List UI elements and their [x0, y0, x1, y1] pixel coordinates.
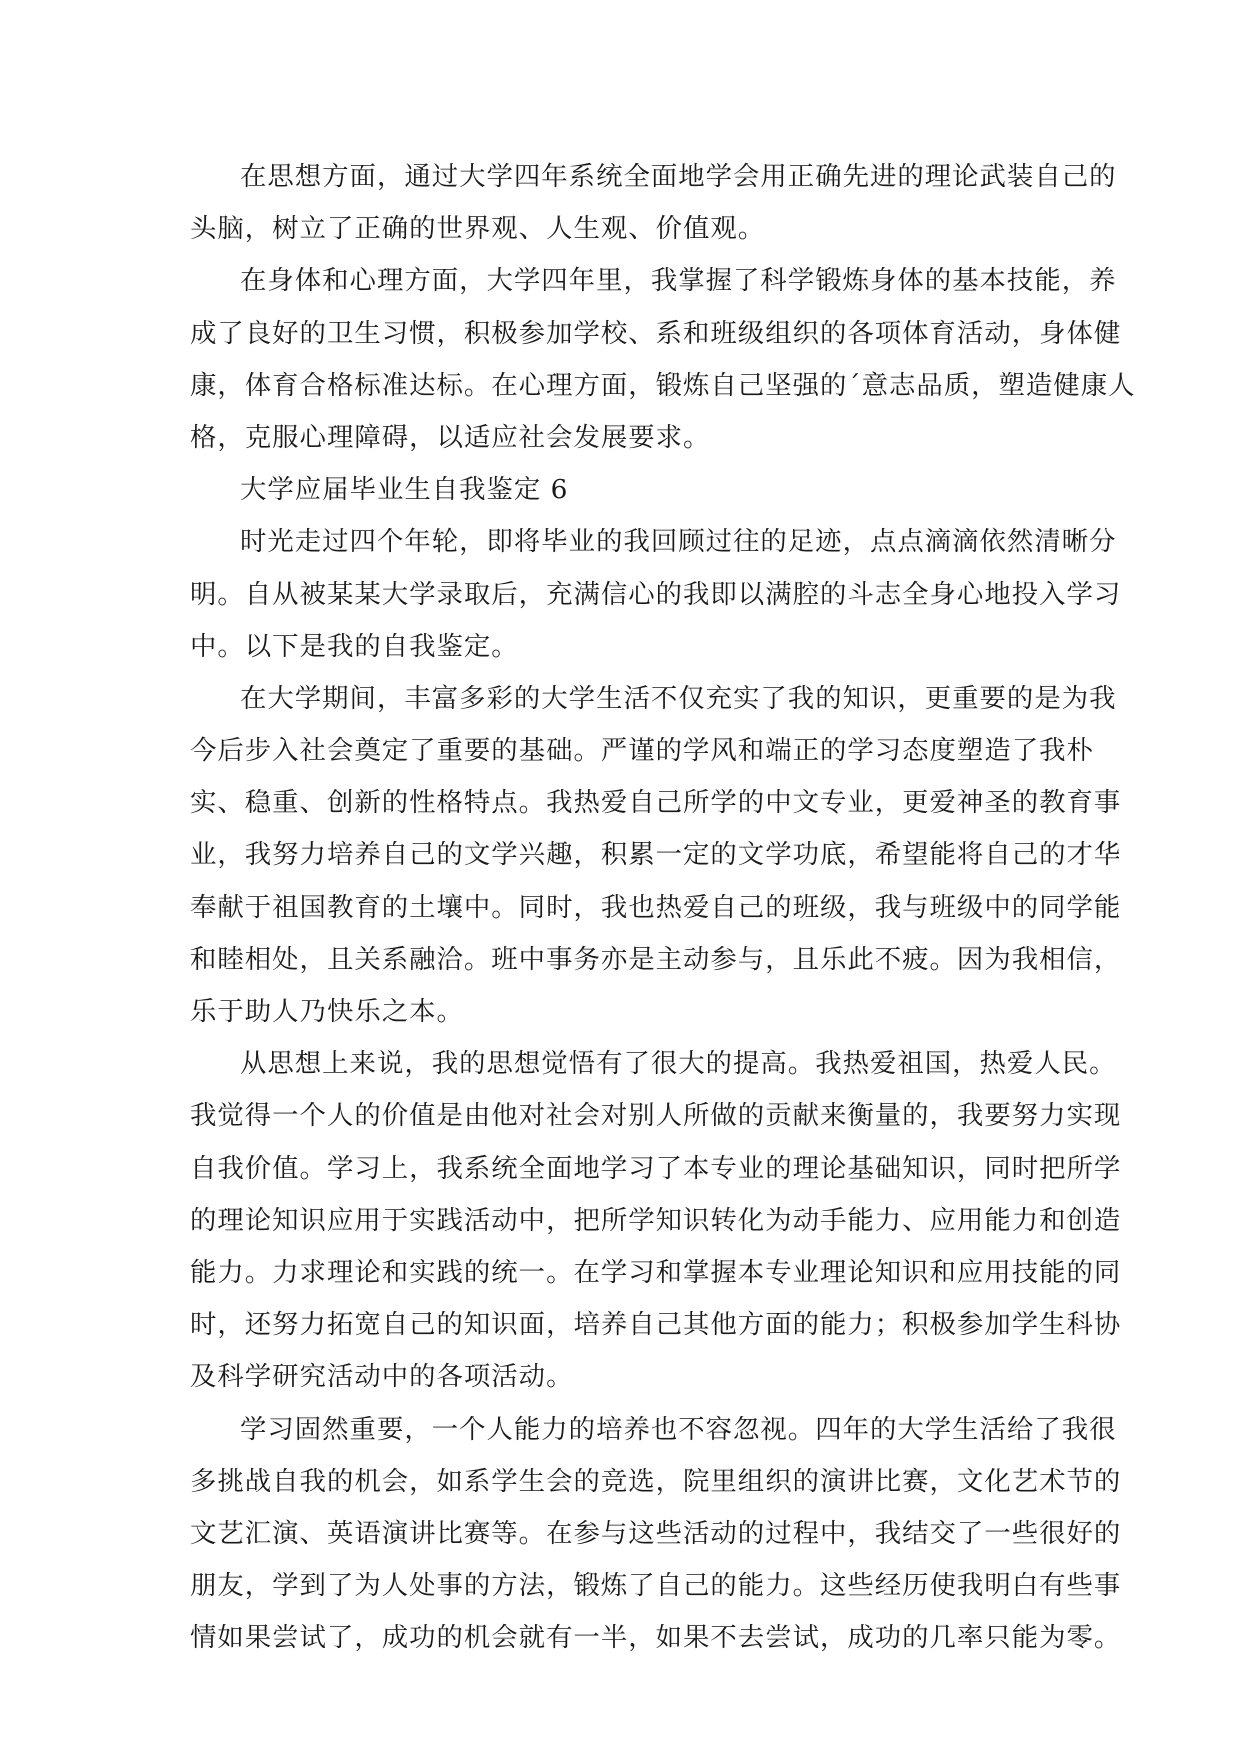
- paragraph-line: 乐于助人乃快乐之本。: [190, 996, 464, 1027]
- paragraph-line: 能力。力求理论和实践的统一。在学习和掌握本专业理论知识和应用技能的同: [190, 1256, 1122, 1288]
- paragraph-line: 的理论知识应用于实践活动中，把所学知识转化为动手能力、应用能力和创造: [190, 1204, 1122, 1236]
- paragraph-line: 成了良好的卫生习惯，积极参加学校、系和班级组织的各项体育活动，身体健: [190, 317, 1122, 349]
- document-body: [190, 151, 1136, 1664]
- section-heading: 大学应届毕业生自我鉴定 6: [240, 474, 569, 506]
- paragraph-line: 情如果尝试了，成功的机会就有一半，如果不去尝试，成功的几率只能为零。: [190, 1622, 1122, 1654]
- paragraph-line: 实、稳重、创新的性格特点。我热爱自己所学的中文专业，更爱神圣的教育事: [190, 787, 1122, 819]
- paragraph-line: 自我价值。学习上，我系统全面地学习了本专业的理论基础知识，同时把所学: [190, 1152, 1122, 1184]
- paragraph-line: 多挑战自我的机会，如系学生会的竞选，院里组织的演讲比赛，文化艺术节的: [190, 1465, 1122, 1497]
- paragraph-line: 在思想方面，通过大学四年系统全面地学会用正确先进的理论武装自己的: [240, 161, 1117, 192]
- paragraph-line: 时光走过四个年轮，即将毕业的我回顾过往的足迹，点点滴滴依然清晰分: [240, 526, 1117, 558]
- paragraph-line: 学习固然重要，一个人能力的培养也不容忽视。四年的大学生活给了我很: [240, 1413, 1117, 1445]
- paragraph-line: 在身体和心理方面，大学四年里，我掌握了科学锻炼身体的基本技能，养: [240, 265, 1117, 297]
- paragraph-line: 从思想上来说，我的思想觉悟有了很大的提高。我热爱祖国，热爱人民。: [240, 1048, 1117, 1080]
- paragraph-line: 明。自从被某某大学录取后，充满信心的我即以满腔的斗志全身心地投入学习: [190, 578, 1122, 610]
- paragraph-line: 朋友，学到了为人处事的方法，锻炼了自己的能力。这些经历使我明白有些事: [190, 1570, 1122, 1602]
- paragraph-line: 我觉得一个人的价值是由他对社会对别人所做的贡献来衡量的，我要努力实现: [190, 1100, 1122, 1132]
- paragraph-line: 今后步入社会奠定了重要的基础。严谨的学风和端正的学习态度塑造了我朴: [190, 735, 1094, 767]
- paragraph-line: 及科学研究活动中的各项活动。: [190, 1361, 574, 1393]
- paragraph-line: 在大学期间，丰富多彩的大学生活不仅充实了我的知识，更重要的是为我: [240, 682, 1117, 714]
- paragraph-line: 奉献于祖国教育的土壤中。同时，我也热爱自己的班级，我与班级中的同学能: [190, 891, 1122, 923]
- paragraph-line: 头脑，树立了正确的世界观、人生观、价值观。: [190, 213, 766, 245]
- paragraph-line: 文艺汇演、英语演讲比赛等。在参与这些活动的过程中，我结交了一些很好的: [190, 1517, 1122, 1549]
- paragraph-line: 时，还努力拓宽自己的知识面，培养自己其他方面的能力；积极参加学生科协: [190, 1309, 1122, 1341]
- paragraph-line: 康，体育合格标准达标。在心理方面，锻炼自己坚强的ˊ意志品质，塑造健康人: [190, 369, 1136, 401]
- paragraph-line: 格，克服心理障碍，以适应社会发展要求。: [190, 421, 711, 453]
- paragraph-line: 业，我努力培养自己的文学兴趣，积累一定的文学功底，希望能将自己的才华: [190, 839, 1122, 871]
- paragraph-line: 和睦相处，且关系融洽。班中事务亦是主动参与，且乐此不疲。因为我相信，: [190, 943, 1122, 975]
- paragraph-line: 中。以下是我的自我鉴定。: [190, 630, 519, 662]
